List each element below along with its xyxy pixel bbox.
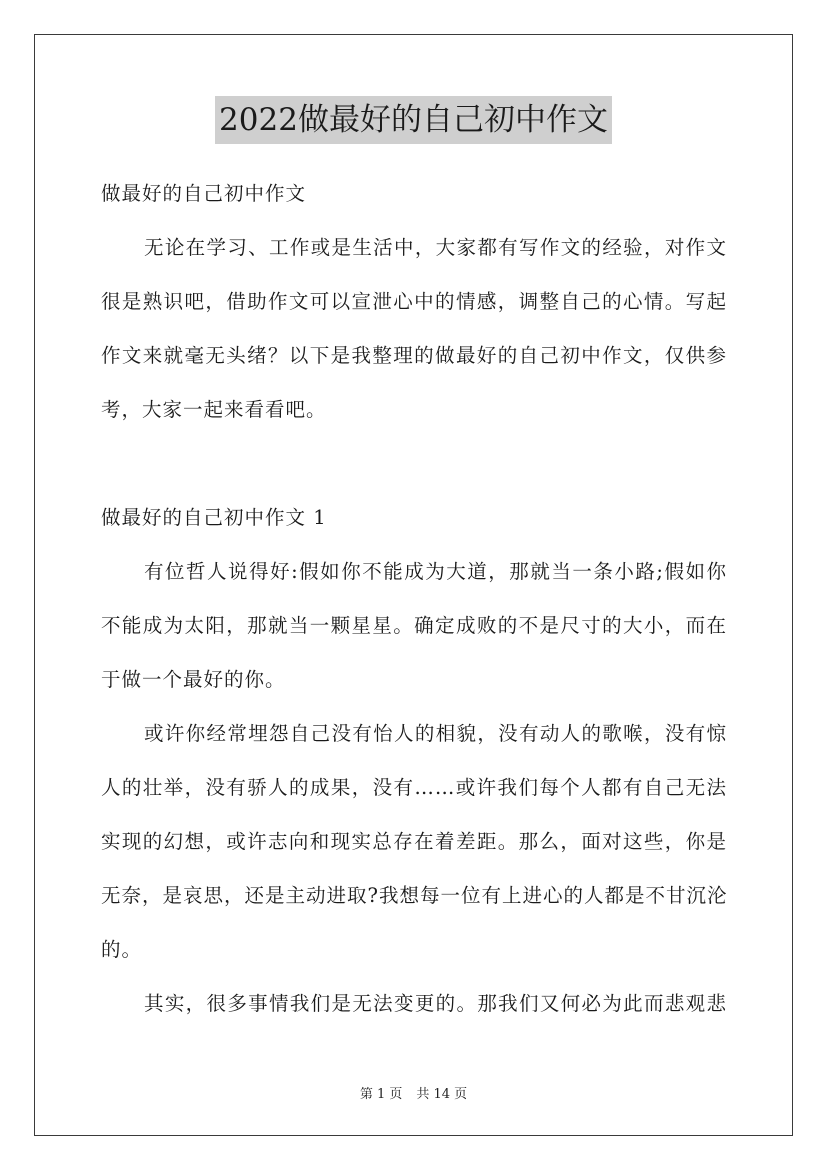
document-title: 2022做最好的自己初中作文 bbox=[215, 96, 612, 144]
section-heading: 做最好的自己初中作文 bbox=[101, 182, 307, 205]
intro-paragraph bbox=[101, 221, 727, 437]
paragraph-line: 有位哲人说得好:假如你不能成为大道，那就当一条小路;假如你 bbox=[144, 560, 727, 583]
document-body bbox=[101, 167, 727, 1031]
page-total: 共 14 页 bbox=[416, 1087, 468, 1102]
paragraph-1 bbox=[101, 545, 727, 707]
paragraph-line: 的。 bbox=[101, 938, 143, 961]
section-heading: 做最好的自己初中作文 1 bbox=[101, 506, 327, 529]
paragraph-line: 实现的幻想，或许志向和现实总存在着差距。那么，面对这些，你是 bbox=[101, 830, 727, 853]
paragraph-line: 人的壮举，没有骄人的成果，没有……或许我们每个人都有自己无法 bbox=[101, 776, 727, 799]
paragraph-line: 无奈，是哀思，还是主动进取?我想每一位有上进心的人都是不甘沉沦 bbox=[101, 884, 728, 907]
page-footer bbox=[0, 1083, 827, 1102]
paragraph-line: 作文来就毫无头绪？以下是我整理的做最好的自己初中作文，仅供参 bbox=[101, 344, 727, 367]
paragraph-line: 其实，很多事情我们是无法变更的。那我们又何必为此而悲观悲 bbox=[144, 992, 727, 1015]
paragraph-3 bbox=[101, 977, 727, 1031]
blank-line bbox=[101, 437, 727, 491]
paragraph-line: 很是熟识吧，借助作文可以宣泄心中的情感，调整自己的心情。写起 bbox=[101, 290, 727, 313]
paragraph-line: 不能成为太阳，那就当一颗星星。确定成败的不是尺寸的大小，而在 bbox=[101, 614, 727, 637]
paragraph-line: 考，大家一起来看看吧。 bbox=[101, 398, 327, 421]
paragraph-2 bbox=[101, 707, 727, 977]
paragraph-line: 无论在学习、工作或是生活中，大家都有写作文的经验，对作文 bbox=[144, 236, 727, 259]
paragraph-line: 于做一个最好的你。 bbox=[101, 668, 286, 691]
title-wrap bbox=[0, 96, 827, 144]
paragraph-line: 或许你经常埋怨自己没有怡人的相貌，没有动人的歌喉，没有惊 bbox=[144, 722, 727, 745]
page-number: 第 1 页 bbox=[359, 1087, 403, 1102]
